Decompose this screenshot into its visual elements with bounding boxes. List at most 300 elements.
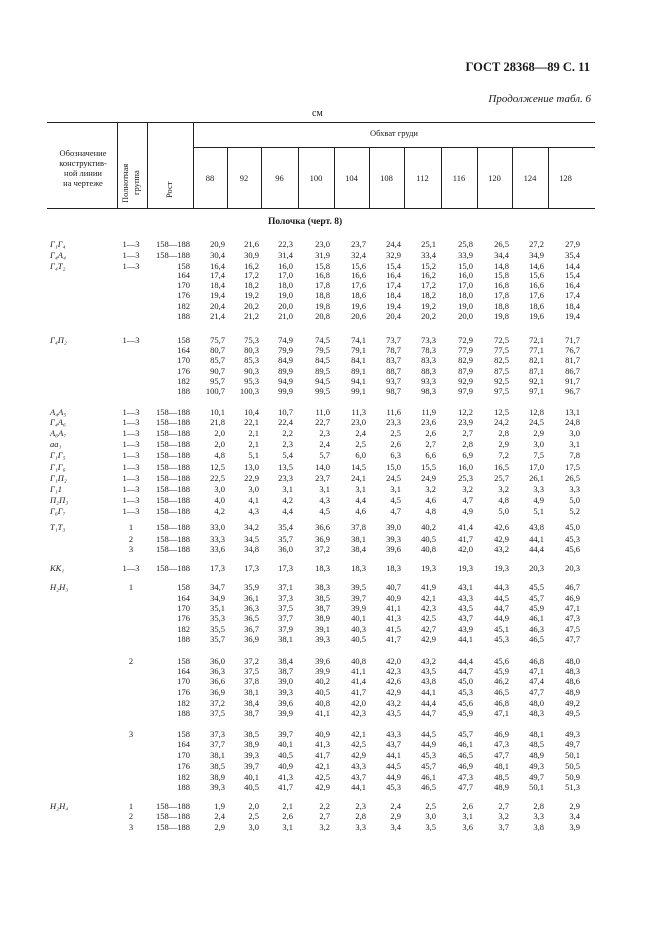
row-value: 50,5 [565,761,580,771]
row-height: 164 [177,666,190,676]
row-value: 42,6 [494,522,509,532]
row-value: 95,3 [244,376,259,386]
row-value: 100,3 [239,386,259,396]
row-value: 47,3 [565,613,580,623]
row-value: 46,3 [529,624,544,634]
row-value: 93,7 [386,376,401,386]
row-value: 12,5 [494,407,509,417]
row-value: 36,6 [315,522,330,532]
row-value: 43,7 [386,739,401,749]
row-value: 94,1 [351,376,366,386]
row-value: 45,3 [494,634,509,644]
row-value: 84,9 [278,355,293,365]
row-group: 1—3 [122,563,140,573]
row-value: 17,6 [529,290,544,300]
row-height: 164 [177,739,190,749]
row-value: 49,3 [529,761,544,771]
row-value: 44,7 [458,666,473,676]
row-value: 90,3 [244,366,259,376]
row-height: 158—188 [156,811,190,821]
row-value: 4,3 [319,495,330,505]
row-value: 5,7 [319,450,330,460]
row-value: 46,9 [565,593,580,603]
row-value: 4,7 [390,506,401,516]
row-value: 33,0 [210,522,225,532]
row-value: 34,2 [244,522,259,532]
row-value: 43,2 [386,698,401,708]
row-value: 41,1 [351,666,366,676]
row-value: 11,6 [386,407,401,417]
row-value: 42,0 [351,698,366,708]
row-value: 89,1 [351,366,366,376]
row-value: 19,0 [458,301,473,311]
row-value: 3,2 [319,822,330,832]
row-value: 39,0 [278,676,293,686]
row-value: 2,3 [319,428,330,438]
row-value: 2,5 [248,811,259,821]
row-value: 47,3 [494,739,509,749]
row-value: 82,1 [529,355,544,365]
row-value: 4,8 [425,506,436,516]
row-value: 34,5 [244,534,259,544]
row-value: 89,9 [278,366,293,376]
row-value: 3,0 [214,484,225,494]
row-value: 14,4 [565,261,580,271]
section-title: Полочка (черт. 8) [268,217,343,227]
row-value: 10,7 [278,407,293,417]
row-value: 17,0 [278,270,293,280]
row-group: 1—3 [122,250,140,260]
row-value: 23,3 [278,473,293,483]
row-value: 43,1 [458,582,473,592]
row-value: 45,3 [386,782,401,792]
row-value: 40,9 [315,729,330,739]
row-value: 17,4 [210,270,225,280]
row-value: 17,2 [244,270,259,280]
row-value: 3,8 [533,822,544,832]
row-value: 25,3 [458,473,473,483]
row-group: 2 [128,811,134,821]
row-value: 84,1 [351,355,366,365]
row-value: 34,9 [210,593,225,603]
row-value: 35,3 [210,613,225,623]
row-value: 33,6 [210,544,225,554]
row-value: 39,9 [315,666,330,676]
row-value: 46,1 [421,772,436,782]
group-header-line: Полнотная [120,163,130,203]
row-value: 16,0 [458,270,473,280]
row-height: 176 [177,761,190,771]
row-value: 2,2 [319,801,330,811]
height-header-label: Рост [164,181,174,198]
row-value: 3,4 [390,822,401,832]
row-value: 18,3 [351,563,366,573]
row-value: 92,5 [494,376,509,386]
row-value: 16,2 [421,270,436,280]
row-value: 92,1 [529,376,544,386]
row-value: 88,3 [421,366,436,376]
row-value: 48,6 [565,676,580,686]
row-group: 2 [128,656,134,666]
row-value: 43,2 [421,656,436,666]
row-value: 16,0 [278,261,293,271]
row-height: 170 [177,603,190,613]
row-value: 43,5 [421,666,436,676]
row-value: 44,1 [458,634,473,644]
row-value: 2,4 [319,439,330,449]
row-value: 21,6 [244,239,259,249]
row-value: 33,4 [421,250,436,260]
size-header-104: 104 [345,173,358,183]
row-value: 50,1 [529,782,544,792]
row-value: 2,5 [425,801,436,811]
row-height: 158—188 [156,462,190,472]
row-value: 48,9 [494,782,509,792]
row-value: 25,1 [421,239,436,249]
row-value: 3,3 [355,822,366,832]
row-value: 17,0 [458,280,473,290]
row-value: 39,3 [244,750,259,760]
row-value: 14,0 [315,462,330,472]
row-height: 158—188 [156,506,190,516]
row-value: 38,7 [244,708,259,718]
row-value: 36,6 [210,676,225,686]
row-value: 44,1 [421,687,436,697]
row-value: 19,4 [386,301,401,311]
row-value: 44,1 [351,782,366,792]
row-value: 17,4 [386,280,401,290]
row-height: 158 [177,656,190,666]
row-value: 3,0 [248,484,259,494]
row-value: 73,7 [386,335,401,345]
row-value: 22,9 [244,473,259,483]
row-height: 182 [177,772,190,782]
row-value: 45,0 [565,522,580,532]
row-value: 1,9 [214,801,225,811]
row-value: 40,5 [421,534,436,544]
row-value: 94,5 [315,376,330,386]
row-value: 40,8 [421,544,436,554]
row-value: 18,3 [315,563,330,573]
row-value: 44,4 [458,656,473,666]
row-value: 3,2 [462,484,473,494]
row-group: 1—3 [122,473,140,483]
row-value: 36,9 [210,687,225,697]
row-value: 2,5 [390,428,401,438]
row-value: 2,7 [462,428,473,438]
row-height: 158 [177,335,190,345]
row-value: 16,8 [494,280,509,290]
row-group: 1—3 [122,462,140,472]
row-value: 40,5 [278,750,293,760]
row-value: 48,1 [529,729,544,739]
row-designation: Н₂Н₄ [50,801,69,811]
row-value: 2,2 [282,428,293,438]
row-height: 182 [177,301,190,311]
row-value: 44,5 [494,593,509,603]
row-value: 19,3 [458,563,473,573]
row-value: 19,0 [278,290,293,300]
row-value: 45,9 [458,708,473,718]
row-value: 88,7 [386,366,401,376]
row-value: 3,1 [462,811,473,821]
row-value: 2,3 [282,439,293,449]
row-value: 15,2 [421,261,436,271]
row-value: 16,4 [386,270,401,280]
row-value: 16,4 [210,261,225,271]
row-value: 7,2 [498,450,509,460]
row-value: 19,6 [351,301,366,311]
row-value: 16,5 [494,462,509,472]
row-value: 19,6 [529,311,544,321]
row-value: 75,7 [210,335,225,345]
row-value: 14,8 [494,261,509,271]
row-value: 45,6 [565,544,580,554]
row-value: 47,7 [565,634,580,644]
row-group: 1—3 [122,335,140,345]
row-value: 40,9 [386,593,401,603]
row-group: 1—3 [122,261,140,271]
row-value: 3,1 [569,439,580,449]
row-value: 48,5 [529,739,544,749]
row-value: 39,3 [315,634,330,644]
row-value: 41,5 [386,624,401,634]
row-value: 91,7 [565,376,580,386]
row-value: 83,7 [386,355,401,365]
row-value: 45,7 [458,729,473,739]
row-value: 2,6 [462,801,473,811]
row-value: 36,7 [244,624,259,634]
row-group: 1—3 [122,407,140,417]
row-value: 4,1 [248,495,259,505]
row-designation: Н₂Н₃ [50,582,69,592]
row-value: 49,7 [529,772,544,782]
row-value: 2,8 [462,439,473,449]
row-value: 36,3 [210,666,225,676]
row-value: 72,5 [494,335,509,345]
row-height: 188 [177,782,190,792]
row-value: 3,3 [569,484,580,494]
row-value: 39,9 [278,708,293,718]
row-value: 38,9 [315,613,330,623]
row-height: 158 [177,729,190,739]
row-value: 42,5 [421,613,436,623]
row-value: 45,9 [529,603,544,613]
row-value: 32,9 [386,250,401,260]
row-value: 44,7 [421,708,436,718]
row-height: 188 [177,386,190,396]
row-value: 17,0 [529,462,544,472]
row-height: 170 [177,280,190,290]
row-value: 41,3 [315,739,330,749]
row-value: 3,4 [569,811,580,821]
row-value: 77,5 [494,345,509,355]
row-value: 26,5 [494,239,509,249]
row-value: 46,1 [529,613,544,623]
row-height: 164 [177,270,190,280]
row-value: 19,4 [565,311,580,321]
row-designation: Г₁П₂ [50,473,67,483]
row-designation: П₂П₃ [50,495,69,505]
row-value: 41,3 [278,772,293,782]
row-value: 45,0 [458,676,473,686]
row-height: 176 [177,366,190,376]
row-value: 45,9 [494,666,509,676]
row-value: 41,7 [458,534,473,544]
row-value: 20,6 [351,311,366,321]
row-value: 46,5 [421,782,436,792]
row-value: 39,5 [351,582,366,592]
row-value: 47,1 [529,666,544,676]
row-value: 39,3 [386,534,401,544]
row-value: 35,4 [565,250,580,260]
row-value: 43,7 [458,613,473,623]
row-value: 11,3 [351,407,366,417]
row-value: 44,3 [494,582,509,592]
row-value: 23,3 [386,417,401,427]
row-value: 37,8 [351,522,366,532]
row-height: 158—188 [156,534,190,544]
row-value: 44,9 [386,772,401,782]
row-value: 3,3 [533,811,544,821]
row-value: 2,4 [355,428,366,438]
row-value: 44,1 [386,750,401,760]
row-value: 20,2 [244,301,259,311]
row-value: 45,5 [529,582,544,592]
row-value: 92,9 [458,376,473,386]
row-value: 23,0 [351,417,366,427]
row-value: 2,7 [425,439,436,449]
row-height: 158 [177,261,190,271]
row-group: 1—3 [122,495,140,505]
row-value: 24,9 [421,473,436,483]
row-group: 1—3 [122,450,140,460]
row-height: 158 [177,582,190,592]
row-value: 42,3 [386,666,401,676]
row-value: 10,1 [210,407,225,417]
row-value: 4,8 [214,450,225,460]
row-value: 74,1 [351,335,366,345]
row-value: 50,1 [565,750,580,760]
row-value: 4,4 [282,506,293,516]
row-value: 24,2 [494,417,509,427]
row-value: 41,3 [386,613,401,623]
row-value: 41,4 [351,676,366,686]
row-value: 7,5 [533,450,544,460]
row-value: 40,1 [244,772,259,782]
row-value: 26,5 [565,473,580,483]
row-value: 37,2 [315,544,330,554]
row-value: 39,1 [315,624,330,634]
row-value: 4,4 [355,495,366,505]
row-value: 35,5 [210,624,225,634]
row-value: 46,1 [458,739,473,749]
row-value: 46,5 [529,634,544,644]
row-value: 33,9 [458,250,473,260]
row-value: 4,5 [319,506,330,516]
row-value: 42,5 [351,739,366,749]
row-value: 5,4 [282,450,293,460]
row-value: 3,6 [462,822,473,832]
row-value: 17,8 [315,280,330,290]
row-value: 49,7 [565,739,580,749]
row-value: 20,0 [458,311,473,321]
row-value: 17,6 [351,280,366,290]
row-value: 38,3 [315,582,330,592]
row-value: 11,0 [315,407,330,417]
row-value: 39,7 [351,593,366,603]
row-value: 4,0 [214,495,225,505]
row-value: 39,6 [278,698,293,708]
row-height: 164 [177,345,190,355]
row-group: 2 [128,534,134,544]
row-value: 80,3 [244,345,259,355]
row-value: 3,5 [425,822,436,832]
row-value: 23,9 [458,417,473,427]
row-value: 4,9 [533,495,544,505]
row-value: 3,0 [569,428,580,438]
row-value: 4,2 [282,495,293,505]
row-value: 3,1 [319,484,330,494]
row-value: 43,2 [494,544,509,554]
row-value: 36,3 [244,603,259,613]
row-height: 158—188 [156,522,190,532]
row-value: 100,7 [205,386,225,396]
row-value: 4,6 [425,495,436,505]
row-value: 19,4 [210,290,225,300]
row-value: 47,5 [565,624,580,634]
row-value: 48,1 [494,761,509,771]
row-value: 34,9 [529,250,544,260]
row-height: 188 [177,634,190,644]
row-value: 39,6 [386,544,401,554]
row-value: 39,9 [351,603,366,613]
row-value: 73,3 [421,335,436,345]
row-value: 33,3 [210,534,225,544]
row-value: 17,8 [494,290,509,300]
row-value: 43,7 [351,772,366,782]
row-value: 38,7 [315,603,330,613]
row-value: 42,7 [421,624,436,634]
row-value: 18,0 [458,290,473,300]
row-value: 97,1 [529,386,544,396]
row-value: 85,3 [244,355,259,365]
row-value: 43,8 [421,676,436,686]
row-value: 74,5 [315,335,330,345]
row-value: 38,4 [351,544,366,554]
row-value: 17,3 [278,563,293,573]
row-value: 39,7 [278,729,293,739]
row-value: 38,9 [244,739,259,749]
row-value: 43,3 [458,593,473,603]
row-value: 21,2 [244,311,259,321]
row-value: 40,2 [421,522,436,532]
row-value: 87,9 [458,366,473,376]
row-value: 27,2 [529,239,544,249]
row-value: 98,3 [421,386,436,396]
designation-header-line: ной линии [64,168,102,178]
row-value: 75,3 [244,335,259,345]
row-value: 40,8 [351,656,366,666]
row-group: 1—3 [122,484,140,494]
row-height: 158—188 [156,428,190,438]
row-value: 42,9 [386,687,401,697]
row-value: 22,7 [315,417,330,427]
row-value: 46,9 [494,729,509,739]
row-value: 46,2 [494,676,509,686]
row-value: 38,5 [244,729,259,739]
row-value: 37,3 [210,729,225,739]
